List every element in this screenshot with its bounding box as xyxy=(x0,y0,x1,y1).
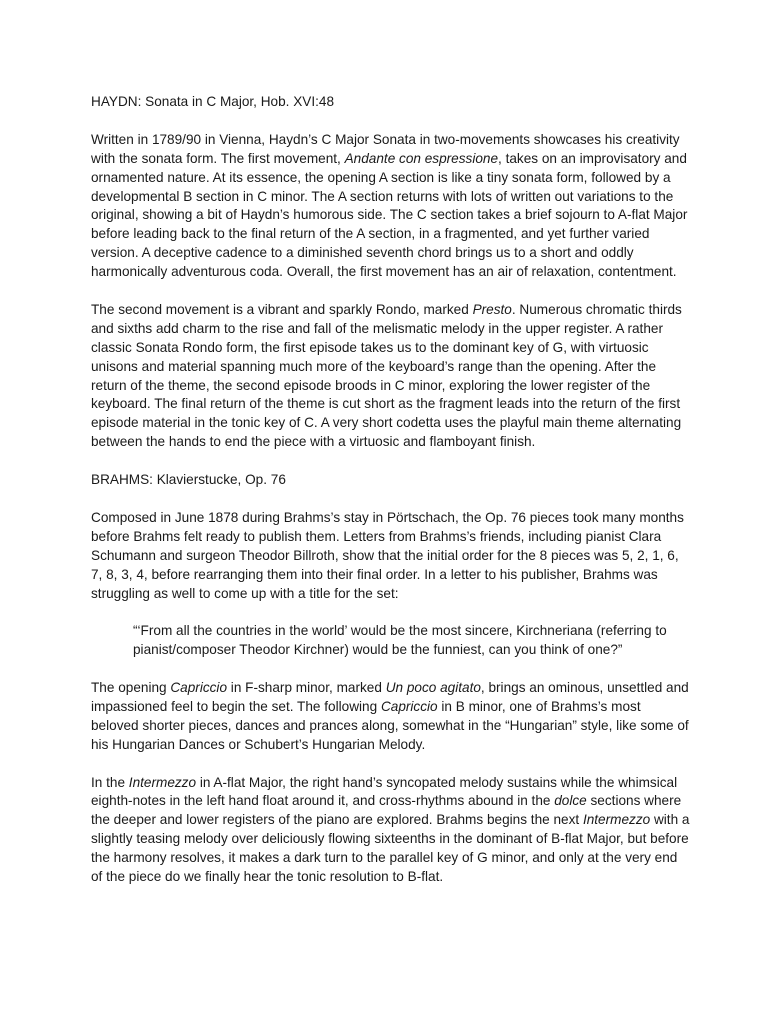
text-run: The opening xyxy=(91,680,171,695)
brahms-intermezzo-paragraph xyxy=(91,774,691,887)
document-body xyxy=(91,93,691,887)
piece-title: Capriccio xyxy=(380,698,438,714)
text-run: . Numerous chromatic thirds and sixths add charm to the rise and fall of the melismatic melody in the upper register. A rather classic Sonata Rondo form, the first episode takes us to the dominant key of G, with virtuosic unisons and material spanning much more of the keyboard’s range than the opening. After the return of the theme, the second episode broods in C minor, exploring the lower register of the keyboard. The final return of the theme is cut short as the fragment leads into the return of the first episode material in the tonic key of C. A very short codetta uses the playful main theme alternating between the hands to end the piece with a virtuosic and flamboyant finish. xyxy=(91,301,682,450)
tempo-marking: Un poco agitato xyxy=(385,680,481,695)
text-run: in F-sharp minor, marked xyxy=(227,680,386,695)
haydn-second-movement-paragraph xyxy=(91,301,691,452)
brahms-intro-paragraph: Composed in June 1878 during Brahms’s stay in Pörtschach, the Op. 76 pieces took many months before Brahms felt ready to publish them. Letters from Brahms’s friends, including pianist Clara Schumann and surgeon Theodor Billroth, show that the initial order for the 8 pieces was 5, 2, 1, 6, 7, 8, 3, 4, before rearranging them into their final order. In a letter to his publisher, Brahms was struggling as well to come up with a title for the set: xyxy=(91,509,684,601)
brahms-capriccio-paragraph xyxy=(91,679,691,755)
brahms-letter-quote: “‘From all the countries in the world’ would be the most sincere, Kirchneriana (referring to pianist/composer Theodor Kirchner) would be the funniest, can you think of one?” xyxy=(133,623,667,658)
brahms-heading: BRAHMS: Klavierstucke, Op. 76 xyxy=(91,472,286,488)
text-run: in A-flat Major, the right hand’s syncopated melody sustains while the whimsical eighth-notes in the left hand float around it, and cross-rhythms abound in the xyxy=(91,774,678,809)
haydn-first-movement-paragraph xyxy=(91,131,691,282)
text-run: The second movement is a vibrant and sparkly Rondo, marked xyxy=(91,301,473,317)
haydn-heading: HAYDN: Sonata in C Major, Hob. XVI:48 xyxy=(91,94,335,109)
text-run: Written in 1789/90 in Vienna, Haydn’s C Major Sonata in two-movements showcases his creativity with the sonata form. The first movement, xyxy=(91,131,680,166)
tempo-marking: Presto xyxy=(472,301,512,317)
piece-title: Capriccio xyxy=(170,680,228,695)
piece-title: Intermezzo xyxy=(582,812,651,828)
tempo-marking: Andante con espressione xyxy=(344,150,499,166)
piece-title: Intermezzo xyxy=(128,774,197,790)
expression-marking: dolce xyxy=(554,793,587,809)
text-run: in B minor, one of Brahms’s most beloved shorter pieces, dances and prances along, somewhat in the “Hungarian” style, like some of his Hungarian Dances or Schubert’s Hungarian Melody. xyxy=(91,698,689,752)
text-run: , takes on an improvisatory and ornamented nature. At its essence, the opening A section is like a tiny sonata form, followed by a developmental B section in C minor. The A section returns with lots of written out variations to the original, showing a bit of Haydn’s humorous side. The C section takes a brief sojourn to A-flat Major before leading back to the final return of the A section, in a fragmented, and yet further varied version. A deceptive cadence to a diminished seventh chord brings us to a short and oddly harmonically adventurous coda. Overall, the first movement has an air of relaxation, contentment. xyxy=(91,150,688,280)
text-run: , brings an ominous, unsettled and impassioned feel to begin the set. The following xyxy=(91,680,689,714)
text-run: with a slightly teasing melody over deliciously flowing sixteenths in the dominant of B-flat Major, but before the harmony resolves, it makes a dark turn to the parallel key of G minor, and only at the very end of the piece do we finally hear the tonic resolution to B-flat. xyxy=(91,812,690,885)
text-run: In the xyxy=(91,774,129,790)
text-run: sections where the deeper and lower registers of the piano are explored. Brahms begins the next xyxy=(91,793,682,828)
